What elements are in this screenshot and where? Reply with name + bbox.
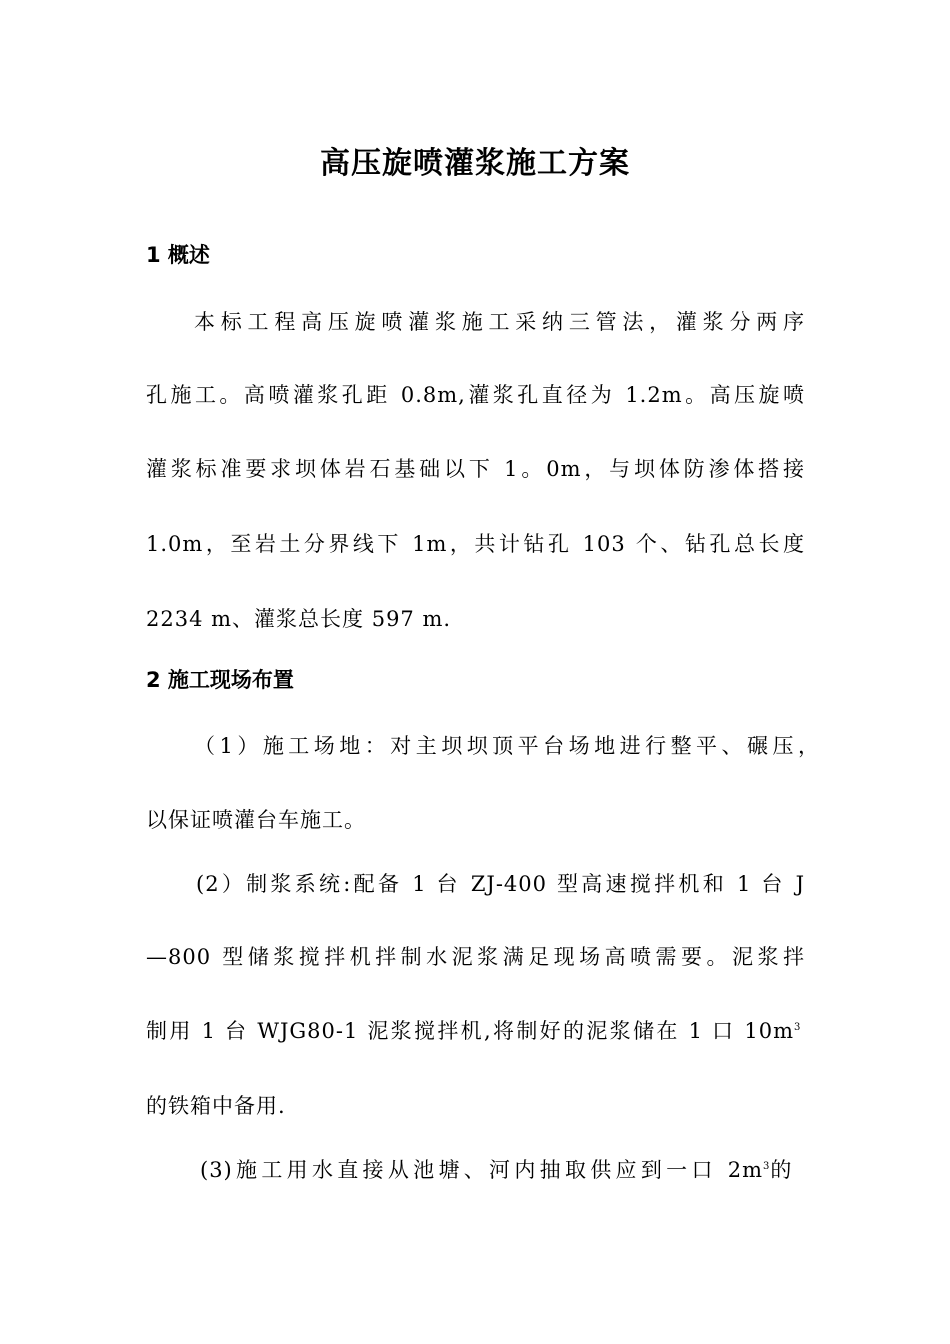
section-heading-overview: 1 概述 [146, 243, 210, 267]
paragraph-line: 本标工程高压旋喷灌浆施工采纳三管法，灌浆分两序 [194, 310, 805, 334]
section-heading-site-layout: 2 施工现场布置 [146, 668, 294, 692]
paragraph-line-with-superscript [146, 1016, 805, 1046]
paragraph-line: 以保证喷灌台车施工。 [146, 808, 366, 832]
cubic-superscript: 3 [794, 1022, 802, 1033]
paragraph-line-text: 制用 1 台 WJG80-1 泥浆搅拌机,将制好的泥浆储在 1 口 10m [146, 1019, 794, 1043]
paragraph-line: 2234 m、灌浆总长度 597 m. [146, 607, 452, 631]
paragraph-line: （1）施工场地：对主坝坝顶平台场地进行整平、碾压， [194, 734, 820, 758]
paragraph-line: 的铁箱中备用. [146, 1094, 286, 1118]
paragraph-line: (2）制浆系统:配备 1 台 ZJ-400 型高速搅拌机和 1 台 J [196, 872, 805, 896]
paragraph-line-text: (3)施工用水直接从池塘、河内抽取供应到一口 2m [200, 1158, 763, 1182]
document-title: 高压旋喷灌浆施工方案 [320, 146, 630, 181]
paragraph-line: —800 型储浆搅拌机拌制水泥浆满足现场高喷需要。泥浆拌 [146, 945, 805, 969]
cubic-superscript: 3 [763, 1161, 771, 1172]
paragraph-line: 孔施工。高喷灌浆孔距 0.8m,灌浆孔直径为 1.2m。高压旋喷 [146, 383, 805, 407]
paragraph-line-tail: 的 [770, 1158, 793, 1182]
paragraph-line: 灌浆标准要求坝体岩石基础以下 1。0m，与坝体防渗体搭接 [146, 457, 805, 481]
paragraph-line-with-superscript [200, 1155, 805, 1185]
paragraph-line: 1.0m，至岩土分界线下 1m，共计钻孔 103 个、钻孔总长度 [146, 532, 805, 556]
